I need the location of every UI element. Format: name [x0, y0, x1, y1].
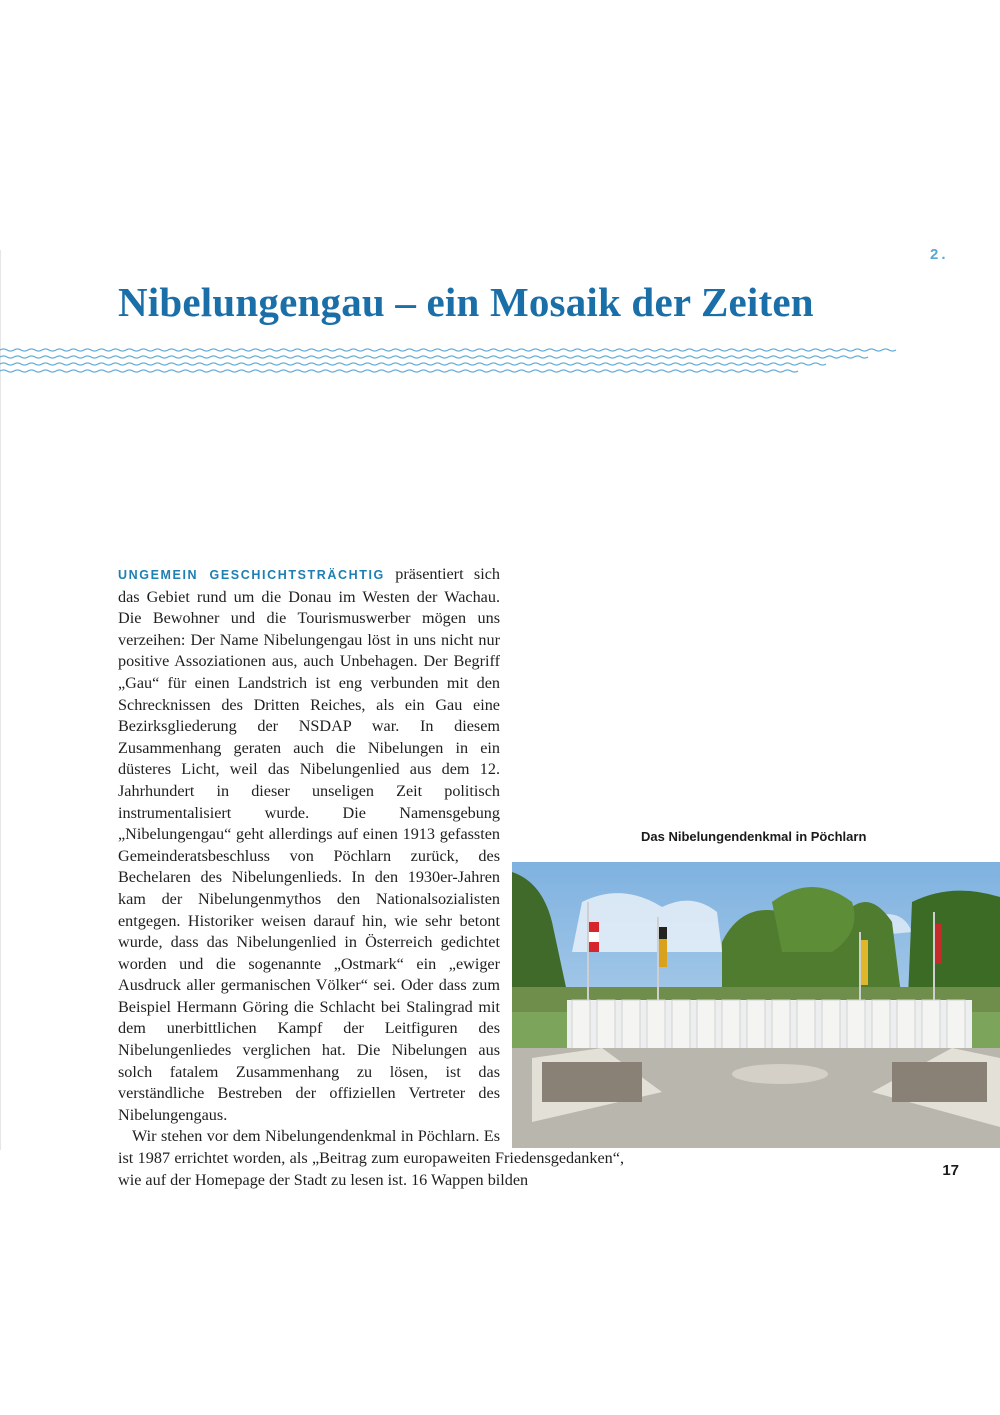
monument-pillar [672, 1000, 690, 1050]
monument-pillar [622, 1000, 640, 1050]
monument-photo [512, 862, 1000, 1148]
lead-in: UNGEMEIN GESCHICHTSTRÄCHTIG [118, 568, 385, 582]
wave-ornament [0, 343, 900, 377]
monument-pillar [647, 1000, 665, 1050]
page-edge-line [0, 250, 1, 1150]
chapter-number: 2. [930, 246, 949, 263]
monument-pillar [897, 1000, 915, 1050]
monument-pillar [947, 1000, 965, 1050]
monument-pillar [722, 1000, 740, 1050]
monument-pillar [922, 1000, 940, 1050]
monument-pillar [772, 1000, 790, 1050]
figure-caption: Das Nibelungendenkmal in Pöchlarn [641, 829, 867, 844]
monument-pillar [822, 1000, 840, 1050]
monument-pillar [797, 1000, 815, 1050]
monument-pillar [697, 1000, 715, 1050]
monument-pillar [847, 1000, 865, 1050]
page-number: 17 [942, 1162, 959, 1179]
paragraph-1-text: präsentiert sich das Gebiet rund um die Donau im Westen der Wachau. Die Bewohner und die Tourismuswerber mögen uns verzeihen: Der Name Nibelungengau löst in uns nicht nur positive Assoziationen aus, auch Unbehagen. Der Begriff „Gau“ für einen Landstrich ist eng verbunden mit den Schrecknissen des Dritten Reiches, als ein Gau eine Bezirksgliederung der NSDAP war. In diesem Zusammenhang geraten auch die Nibelungen in ein düsteres Licht, weil das Nibelungenlied aus dem 12. Jahrhundert in dieser unseligen Zeit politisch instrumentalisiert wurde. Die Namensgebung „Nibelungengau“ geht allerdings auf einen 1913 gefassten Gemeinderatsbeschluss von Pöchlarn zurück, des Bechelaren des Nibelungenlieds. In den 1930er-Jahren kam der Nibelungenmythos den Nationalsozialisten entgegen. Historiker weisen darauf hin, wie sehr betont wurde, dass das Nibelungenlied in Österreich gedichtet worden und die sogenannte „Ostmark“ ein „ewiger Ausdruck aller germanischen Völker“ sei. Oder dass zum Beispiel Hermann Göring die Schlacht bei Stalingrad mit dem unerbittlichen Kampf der Leitfiguren des Nibelungenliedes verglichen hat. Die Nibelungen aus solch fatalem Zusammenhang zu lösen, ist das verständliche Bestreben der offiziellen Vertreter des Nibelungengaus. [118, 565, 500, 1124]
paragraph-2: Wir stehen vor dem Nibelungendenkmal in Pöchlarn. Es ist 1987 errichtet worden, als „Beitrag zum europaweiten Friedensgedanken“, wie auf der Homepage der Stadt zu lesen ist. 16 Wappen bilden [118, 1127, 624, 1189]
monument-pillar [872, 1000, 890, 1050]
monument-pillar [597, 1000, 615, 1050]
chapter-title: Nibelungengau – ein Mosaik der Zeiten [118, 279, 814, 325]
monument-pillar [747, 1000, 765, 1050]
monument-pillar [572, 1000, 590, 1050]
